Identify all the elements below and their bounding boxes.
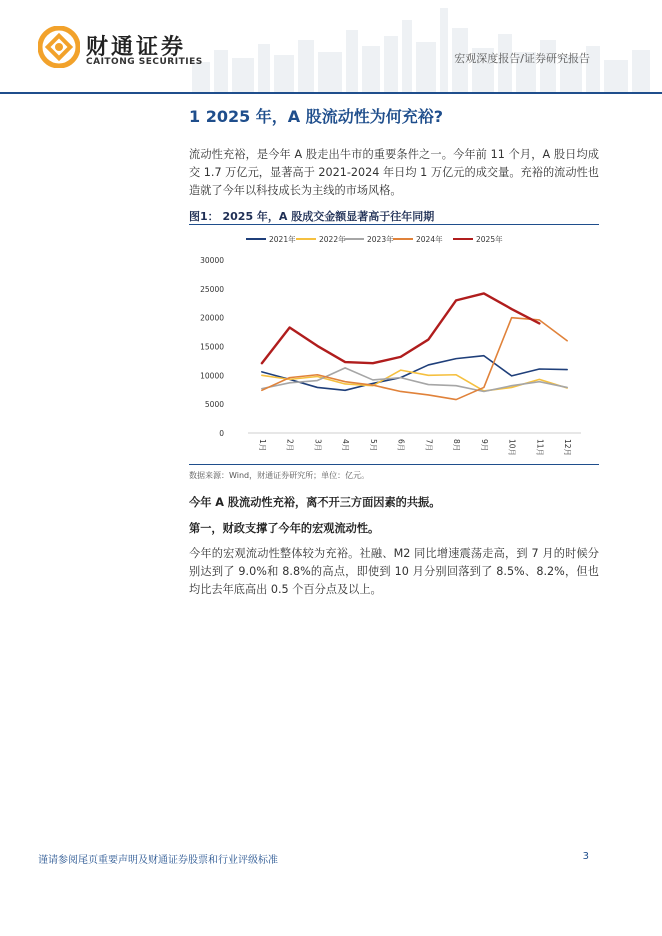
section-title: 1 2025 年，A 股流动性为何充裕?	[189, 107, 444, 126]
footer-disclaimer: 谨请参阅尾页重要声明及财通证券股票和行业评级标准	[38, 855, 278, 866]
figure-bottom-rule	[189, 464, 599, 465]
paragraph-liquidity-intro: 流动性充裕，是今年 A 股走出牛市的重要条件之一。今年前 11 个月，A 股日均成交 1.7 万亿元，显著高于 2021-2024 年日均 1 万亿元的成交量。充裕的流动性也造就了今年以科技成长为主线的市场风格。	[189, 148, 599, 197]
turnover-line-chart	[189, 226, 599, 463]
y-tick-label: 25000	[200, 284, 224, 294]
figure-top-rule	[189, 224, 599, 225]
y-tick-label: 10000	[200, 371, 224, 381]
x-tick-label: 12月	[563, 439, 573, 457]
x-tick-label: 7月	[424, 439, 434, 452]
x-tick-label: 6月	[396, 439, 406, 452]
caitong-logo-icon	[38, 26, 80, 68]
y-tick-label: 0	[219, 429, 224, 438]
x-tick-label: 9月	[479, 439, 489, 452]
figure-title: 图1： 2025 年，A 股成交金额显著高于往年同期	[189, 210, 435, 223]
x-tick-label: 3月	[313, 439, 323, 452]
x-tick-label: 11月	[535, 439, 545, 457]
x-tick-label: 1月	[257, 439, 267, 452]
y-tick-label: 20000	[200, 313, 224, 323]
brand-name-en: CAITONG SECURITIES	[86, 57, 203, 67]
page-header	[0, 0, 662, 96]
legend-label: 2024年	[416, 235, 443, 244]
legend-label: 2025年	[476, 235, 503, 244]
x-tick-label: 4月	[341, 439, 351, 452]
report-type-label: 宏观深度报告/证券研究报告	[454, 52, 590, 65]
paragraph-macro-liquidity: 今年的宏观流动性整体较为充裕。社融、M2 同比增速震荡走高，到 7 月的时候分别达到了 9.0%和 8.8%的高点，即使到 10 月分别回落到了 8.5%、8.2%，但也均比去年底高出 0.5 个百分点及以上。	[189, 547, 599, 596]
key-point-resonance: 今年 A 股流动性充裕，离不开三方面因素的共振。	[189, 496, 441, 509]
legend-label: 2022年	[319, 235, 346, 244]
series-line	[262, 318, 567, 400]
legend-label: 2021年	[269, 235, 296, 244]
key-point-fiscal: 第一，财政支撑了今年的宏观流动性。	[189, 522, 380, 535]
x-tick-label: 2月	[285, 439, 295, 452]
figure-source: 数据来源：Wind，财通证券研究所；单位：亿元。	[189, 471, 370, 480]
legend-label: 2023年	[367, 235, 394, 244]
y-tick-label: 30000	[200, 256, 224, 265]
brand-name-cn: 财通证券	[86, 35, 187, 60]
x-tick-label: 5月	[368, 439, 378, 452]
header-divider	[0, 92, 662, 94]
page-number: 3	[582, 851, 589, 862]
y-tick-label: 5000	[204, 400, 224, 410]
city-skyline-decoration	[182, 0, 662, 92]
x-tick-label: 8月	[452, 439, 462, 452]
y-tick-label: 15000	[200, 342, 224, 352]
x-tick-label: 10月	[507, 439, 517, 457]
